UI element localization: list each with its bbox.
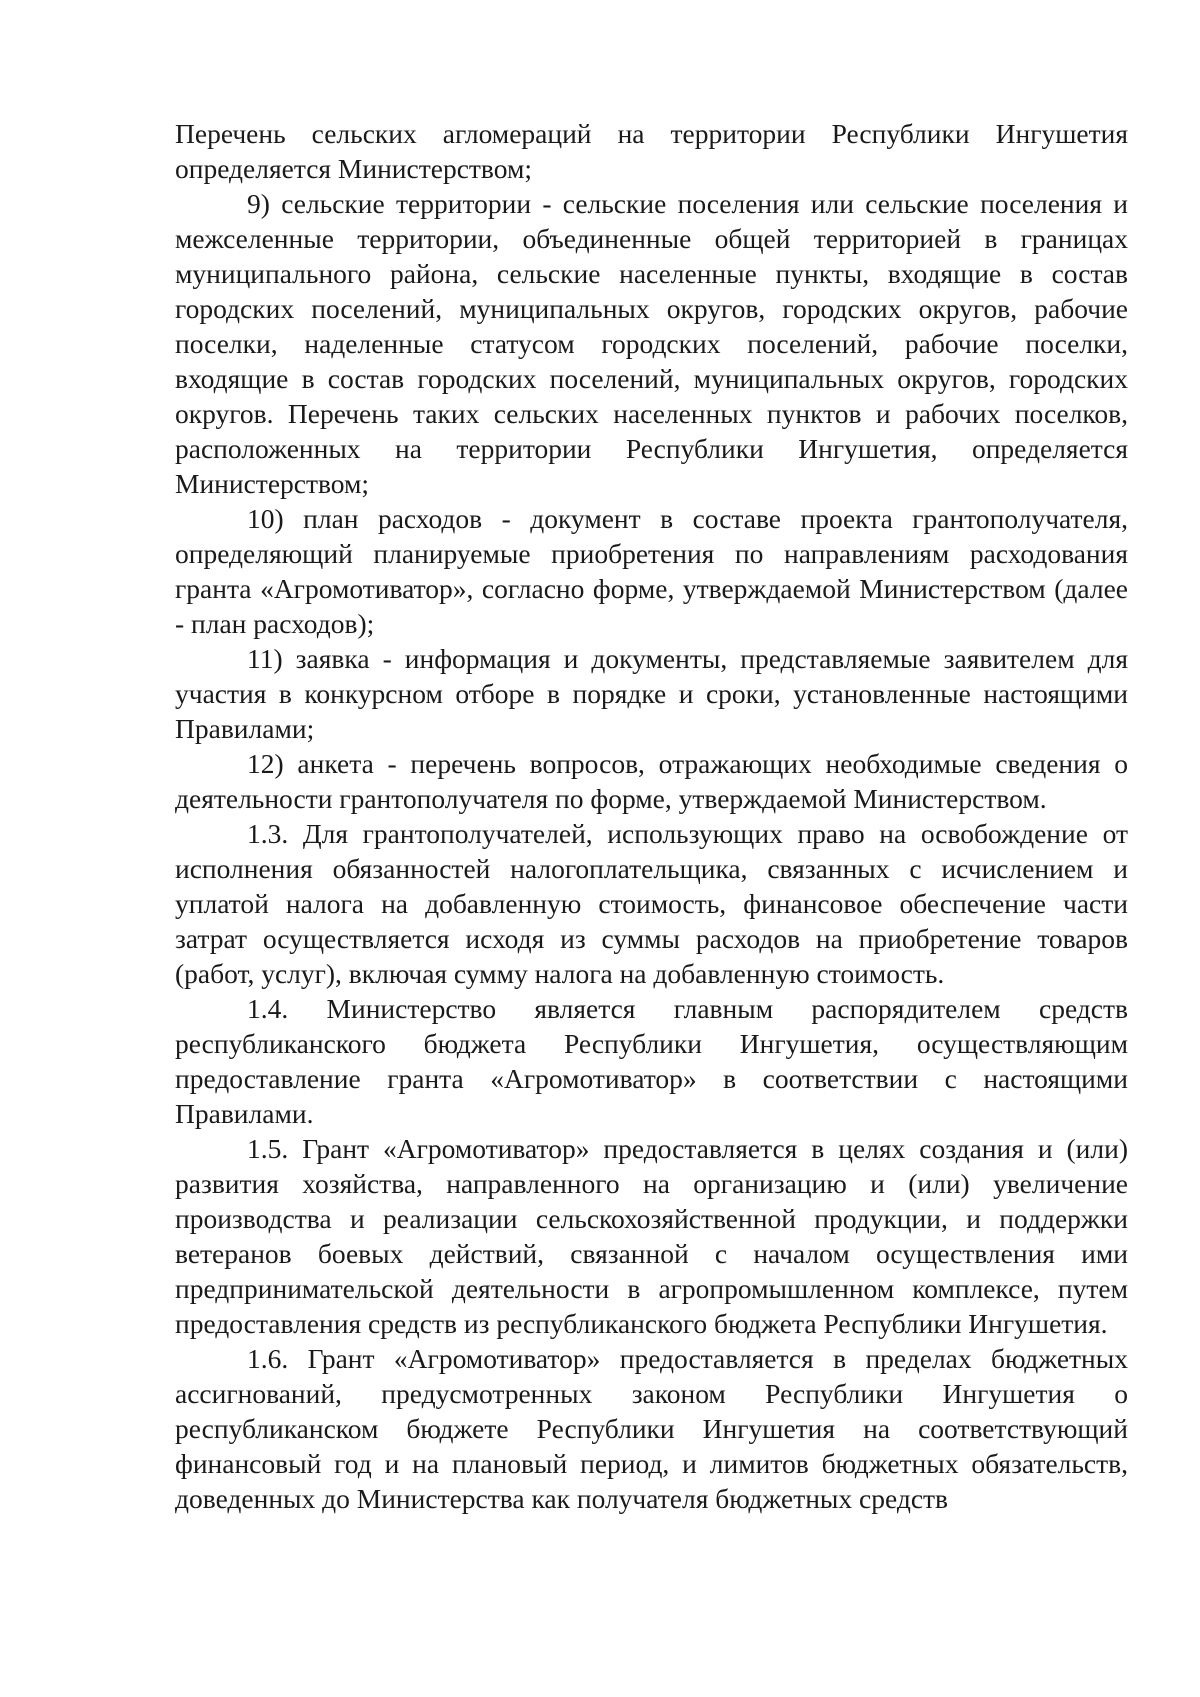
paragraph-section-1-3: 1.3. Для грантополучателей, использующих право на освобождение от исполнения обязанностей налогоплательщика, связанных с исчислением и уплатой налога на добавленную стоимость, финансовое обеспечение части затрат осуществляется исходя из суммы расходов на приобретение товаров (работ, услуг), включая сумму налога на добавленную стоимость.: [175, 818, 1128, 989]
paragraph-item-11: 11) заявка - информация и документы, представляемые заявителем для участия в конкурсном отборе в порядке и сроки, установленные настоящими Правилами;: [175, 643, 1128, 744]
paragraph-agglomeration-list: Перечень сельских агломераций на территории Республики Ингушетия определяется Министерством;: [175, 118, 1128, 184]
paragraph-item-12: 12) анкета - перечень вопросов, отражающих необходимые сведения о деятельности грантополучателя по форме, утверждаемой Министерством.: [175, 748, 1128, 814]
paragraph-item-10: 10) план расходов - документ в составе проекта грантополучателя, определяющий планируемые приобретения по направлениям расходования гранта «Агромотиватор», согласно форме, утверждаемой Министерством (далее - план расходов);: [175, 503, 1128, 639]
paragraph-item-9: 9) сельские территории - сельские поселения или сельские поселения и межселенные территории, объединенные общей территорией в границах муниципального района, сельские населенные пункты, входящие в состав городских поселений, муниципальных округов, городских округов, рабочие поселки, наделенные статусом городских поселений, рабочие поселки, входящие в состав городских поселений, муниципальных округов, городских округов. Перечень таких сельских населенных пунктов и рабочих поселков, расположенных на территории Республики Ингушетия, определяется Министерством;: [175, 188, 1128, 499]
paragraph-section-1-6: 1.6. Грант «Агромотиватор» предоставляется в пределах бюджетных ассигнований, предусмотренных законом Республики Ингушетия о республиканском бюджете Республики Ингушетия на соответствующий финансовый год и на плановый период, и лимитов бюджетных обязательств, доведенных до Министерства как получателя бюджетных средств: [175, 1343, 1128, 1514]
paragraph-section-1-5: 1.5. Грант «Агромотиватор» предоставляется в целях создания и (или) развития хозяйства, направленного на организацию и (или) увеличение производства и реализации сельскохозяйственной продукции, и поддержки ветеранов боевых действий, связанной с началом осуществления ими предпринимательской деятельности в агропромышленном комплексе, путем предоставления средств из республиканского бюджета Республики Ингушетия.: [175, 1133, 1128, 1339]
paragraph-section-1-4: 1.4. Министерство является главным распорядителем средств республиканского бюджета Республики Ингушетия, осуществляющим предоставление гранта «Агромотиватор» в соответствии с настоящими Правилами.: [175, 993, 1128, 1129]
document-body: [175, 116, 1128, 1516]
